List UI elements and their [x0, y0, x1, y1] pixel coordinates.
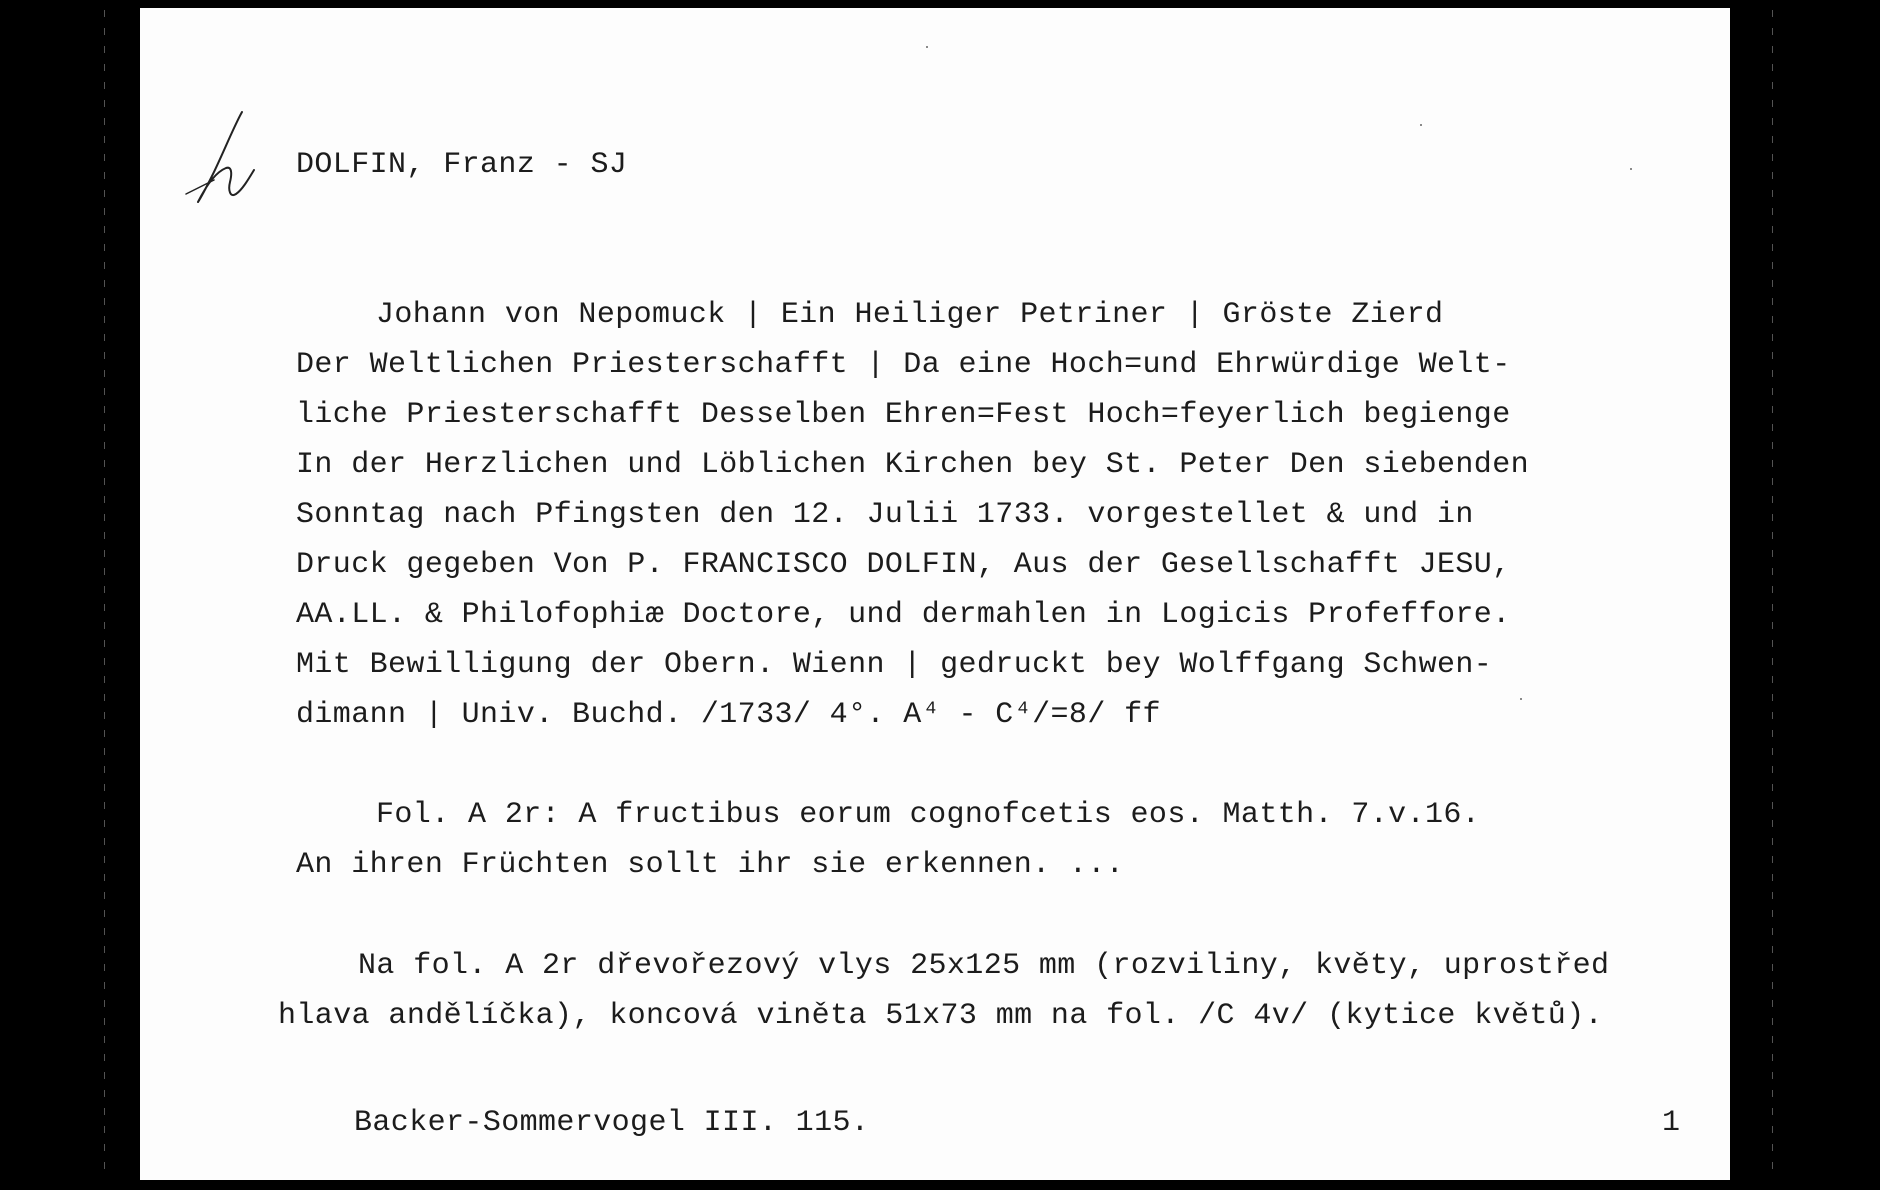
card-number: 1 [1662, 1106, 1681, 1140]
left-edge-dots [104, 10, 105, 1180]
physical-description [278, 941, 1609, 1041]
title-line: Mit Bewilligung der Obern. Wienn | gedruckt bey Wolffgang Schwen- [296, 648, 1493, 682]
title-line: In der Herzlichen und Löblichen Kirchen bey St. Peter Den siebenden [296, 448, 1529, 482]
title-line: Der Weltlichen Priesterschafft | Da eine Hoch=und Ehrwürdige Welt- [296, 348, 1511, 382]
card-heading: DOLFIN, Franz - SJ [296, 148, 628, 182]
title-line: liche Priesterschafft Desselben Ehren=Fest Hoch=feyerlich begienge [296, 398, 1511, 432]
quotation [296, 790, 1480, 890]
paper-speck [1420, 124, 1422, 126]
right-edge-dots [1772, 10, 1773, 1180]
paper-speck [1630, 168, 1632, 170]
description-line: Na fol. A 2r dřevořezový vlys 25x125 mm (rozviliny, květy, uprostřed [358, 949, 1610, 983]
quote-line: An ihren Früchten sollt ihr sie erkennen. ... [296, 848, 1125, 882]
bibliography-reference: Backer-Sommervogel III. 115. [354, 1106, 870, 1140]
description-line: hlava andělíčka), koncová viněta 51x73 mm na fol. /C 4v/ (kytice květů). [278, 999, 1604, 1033]
title-line: Sonntag nach Pfingsten den 12. Julii 1733. vorgestellet & und in [296, 498, 1474, 532]
quote-line: Fol. A 2r: A fructibus eorum cognofcetis eos. Matth. 7.v.16. [376, 798, 1481, 832]
title-transcription [296, 290, 1756, 740]
title-line: AA.LL. & Philofophiæ Doctore, und dermahlen in Logicis Profeffore. [296, 598, 1511, 632]
title-line: Johann von Nepomuck | Ein Heiliger Petriner | Gröste Zierd [376, 298, 1444, 332]
catalog-card [140, 8, 1730, 1180]
handwritten-mark-icon [184, 106, 264, 206]
paper-speck [926, 46, 928, 48]
title-line: dimann | Univ. Buchd. /1733/ 4°. A⁴ - C⁴/=8/ ff [296, 698, 1161, 732]
title-line: Druck gegeben Von P. FRANCISCO DOLFIN, Aus der Gesellschafft JESU, [296, 548, 1511, 582]
paper-speck [1520, 698, 1522, 700]
